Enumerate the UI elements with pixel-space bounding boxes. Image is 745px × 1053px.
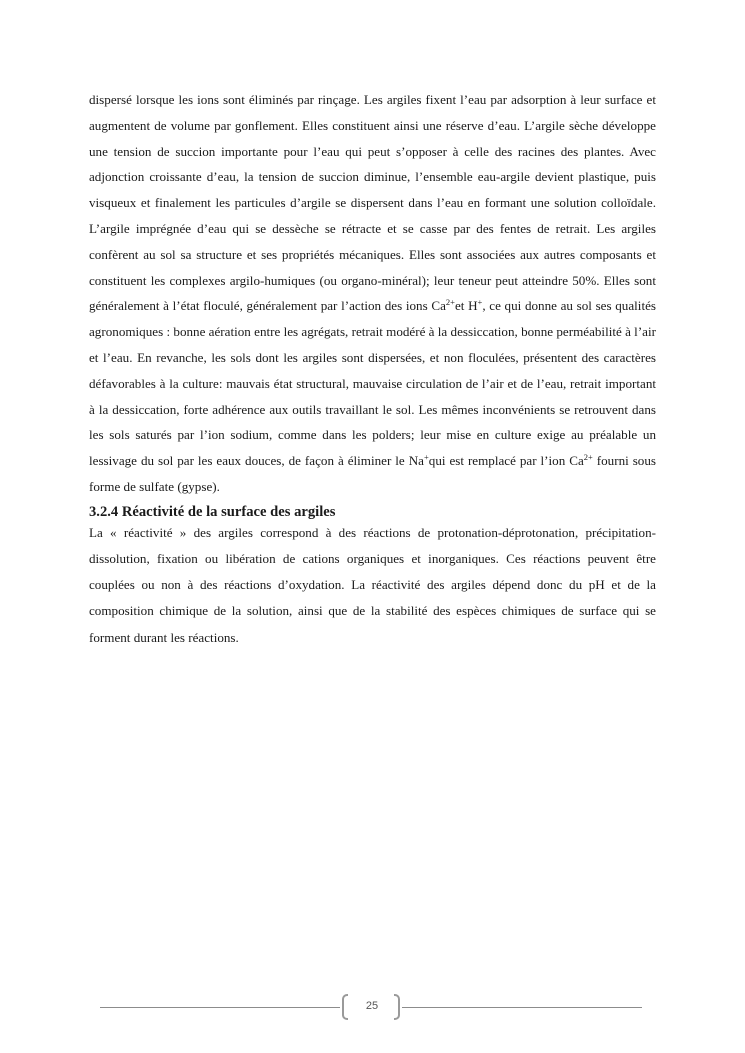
- paragraph-text: fourni sous forme de sulfate (gypse).: [89, 453, 656, 494]
- body-paragraph: [89, 87, 656, 500]
- right-bracket-icon: [394, 994, 400, 1020]
- left-bracket-icon: [342, 994, 348, 1020]
- paragraph-text: qui est remplacé par l’ion Ca: [428, 453, 584, 469]
- page-number: 25: [365, 1000, 379, 1012]
- superscript: 2+: [445, 297, 455, 308]
- superscript: +: [423, 452, 429, 463]
- paragraph-text: , ce qui donne au sol ses qualités agronomiques : bonne aération entre les agrégats, retrait modéré à la dessiccation, bonne perméabilité à l’air et l’eau. En revanche, les sols dont les argiles sont dispersées, et non floculées, présentent des caractères défavorables à la culture: mauvais état structural, mauvaise circulation de l’air et de l’eau, retrait important à la dessiccation, forte adhérence aux outils travaillant le sol. Les mêmes inconvénients se retrouvent dans les sols saturés par l’ion sodium, comme dans les polders; leur mise en culture exige au préalable un lessivage du sol par les eaux douces, de façon à éliminer le Na: [89, 298, 656, 469]
- paragraph-text: et H: [454, 298, 478, 314]
- footer-rule-left: [100, 1007, 340, 1008]
- superscript: 2+: [583, 452, 593, 463]
- footer-rule-right: [402, 1007, 642, 1008]
- section-heading: 3.2.4 Réactivité de la surface des argiles: [89, 503, 336, 520]
- page-footer: [0, 994, 745, 1024]
- superscript: +: [477, 297, 483, 308]
- page-body: [89, 87, 656, 651]
- paragraph-text: dispersé lorsque les ions sont éliminés par rinçage. Les argiles fixent l’eau par adsorption à leur surface et augmentent de volume par gonflement. Elles constituent ainsi une réserve d’eau. L’argile sèche développe une tension de succion importante pour l’eau qui peut s’opposer à celle des racines des plantes. Avec adjonction croissante d’eau, la tension de succion diminue, l’ensemble eau-argile devient plastique, puis visqueux et finalement les particules d’argile se dispersent dans l’eau en formant une solution colloïdale. L’argile imprégnée d’eau qui se dessèche se rétracte et se casse par des fentes de retrait. Les argiles confèrent au sol sa structure et ses propriétés mécaniques. Elles sont associées aux autres composants et constituent les complexes argilo-humiques (ou organo-minéral); leur teneur peut atteindre 50%. Elles sont généralement à l’état floculé, généralement par l’action des ions Ca: [89, 92, 656, 314]
- section-paragraph: La « réactivité » des argiles correspond à des réactions de protonation-déprotonation, précipitation-dissolution, fixation ou libération de cations organiques et inorganiques. Ces réactions peuvent être couplées ou non à des réactions d’oxydation. La réactivité des argiles dépend donc du pH et de la composition chimique de la solution, ainsi que de la stabilité des espèces chimiques de surface qui se forment durant les réactions.: [89, 524, 656, 645]
